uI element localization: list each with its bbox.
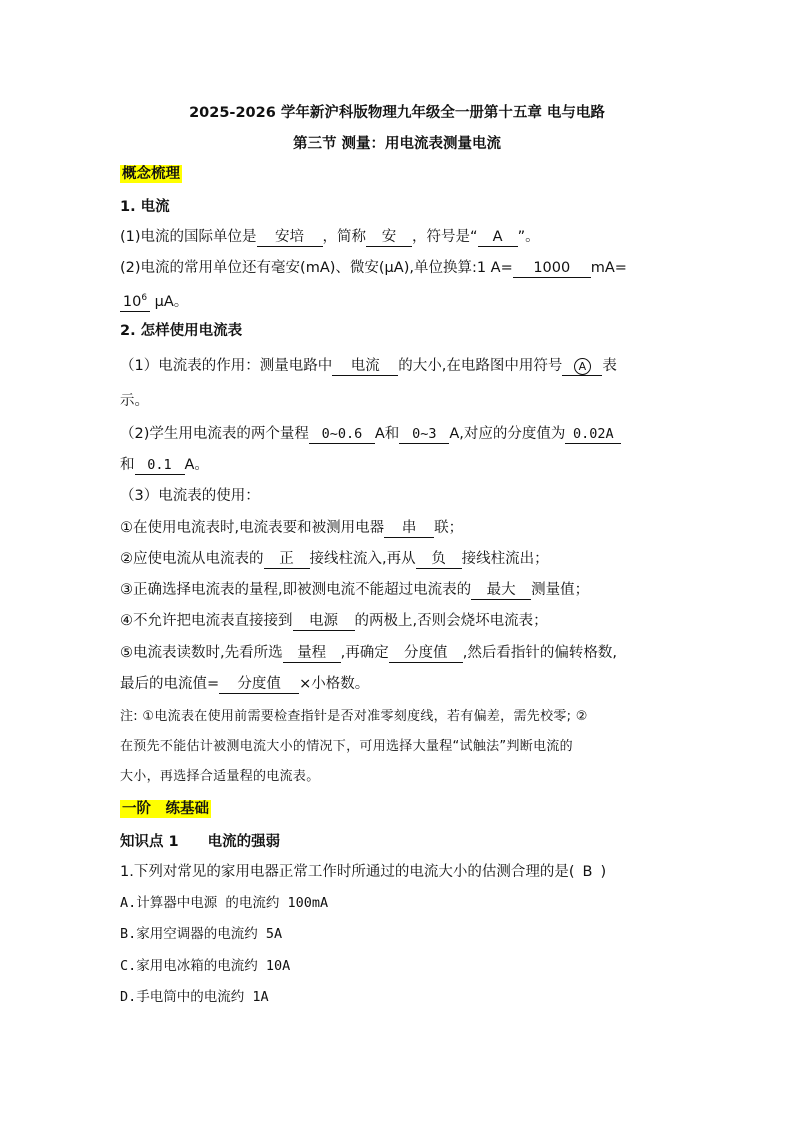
text: μA。 — [150, 293, 189, 310]
option-d: D.手电筒中的电流约 1A — [120, 989, 269, 1005]
text: ) — [600, 864, 607, 880]
blank-answer — [562, 357, 602, 376]
blank-answer: 串 — [384, 519, 434, 538]
option-c: C.家用电冰箱的电流约 10A — [120, 958, 291, 974]
blank-answer: 电源 — [293, 612, 355, 631]
s2-line-2: 示。 — [120, 393, 149, 409]
blank-answer: 最大 — [471, 581, 531, 600]
usage-rule-4 — [120, 611, 548, 631]
s2-line-3 — [120, 424, 621, 444]
text: A。 — [184, 457, 209, 473]
text: 测量值； — [531, 582, 590, 598]
text: ×小格数。 — [299, 676, 370, 692]
section-subtitle: 第三节 测量：用电流表测量电流 — [292, 136, 502, 152]
section-2-title: 2. 怎样使用电流表 — [120, 323, 243, 339]
s1-line-2 — [120, 258, 627, 278]
blank-answer: 0~3 — [399, 425, 449, 444]
text: A,对应的分度值为 — [449, 426, 566, 442]
note-line-1: 注: ①电流表在使用前需要检查指针是否对准零刻度线，若有偏差，需先校零; ② — [120, 709, 588, 724]
blank-answer: 电流 — [332, 357, 398, 376]
text: 1.下列对常见的家用电器正常工作时所通过的电流大小的估测合理的是( — [120, 864, 575, 880]
section-1-title: 1. 电流 — [120, 199, 170, 215]
text: A和 — [374, 426, 400, 442]
option-b: B.家用空调器的电流约 5A — [120, 926, 283, 942]
text: ⑤电流表读数时,先看所选 — [120, 645, 283, 661]
blank-answer: 安 — [366, 228, 412, 247]
text: 联； — [434, 520, 464, 536]
blank-answer: 0~0.6 — [309, 425, 375, 444]
text: ”。 — [517, 229, 540, 245]
s1-line-1 — [120, 227, 540, 247]
text: 10 — [122, 293, 142, 310]
exponent: 6 — [141, 293, 148, 303]
document-title: 2025-2026 学年新沪科版物理九年级全一册第十五章 电与电路 — [189, 105, 605, 121]
s2-line-4 — [120, 455, 209, 475]
s2-line-5: （3）电流表的使用： — [120, 488, 260, 504]
usage-rule-6 — [120, 674, 369, 694]
blank-answer: 分度值 — [389, 644, 463, 663]
text: ,然后看指针的偏转格数, — [462, 645, 617, 661]
text: ，符号是“ — [412, 229, 478, 245]
level-heading-line — [120, 799, 211, 819]
ammeter-symbol-icon: A — [574, 358, 591, 375]
text: 的大小,在电路图中用符号 — [398, 358, 563, 374]
text: mA= — [590, 260, 627, 276]
knowledge-point-title: 知识点 1 电流的强弱 — [120, 834, 281, 850]
usage-rule-2 — [120, 549, 549, 569]
blank-answer: 0.02A — [565, 425, 621, 444]
text: ③正确选择电流表的量程,即被测电流不能超过电流表的 — [120, 582, 472, 598]
question-1-stem — [120, 862, 606, 882]
s2-line-1 — [120, 356, 617, 376]
level-heading: 一阶 练基础 — [122, 801, 209, 817]
text: 的两极上,否则会烧坏电流表； — [354, 613, 548, 629]
usage-rule-3 — [120, 580, 589, 600]
blank-answer: A — [478, 228, 518, 247]
concept-heading-line — [120, 164, 182, 184]
text: （1）电流表的作用：测量电路中 — [120, 358, 333, 374]
question-1-answer: B — [582, 864, 593, 880]
blank-answer: 安培 — [257, 228, 323, 247]
usage-rule-1 — [120, 518, 463, 538]
text: 和 — [120, 457, 135, 473]
text: 最后的电流值= — [120, 676, 220, 692]
blank-answer: 量程 — [283, 644, 341, 663]
text: ④不允许把电流表直接接到 — [120, 613, 293, 629]
text: （2)学生用电流表的两个量程 — [120, 426, 309, 442]
text: ,再确定 — [340, 645, 389, 661]
blank-answer: 正 — [264, 550, 310, 569]
text: ，简称 — [322, 229, 367, 245]
blank-answer: 1000 — [513, 259, 591, 278]
note-line-2: 在预先不能估计被测电流大小的情况下，可用选择大量程“试触法”判断电流的 — [120, 739, 573, 754]
text: 表 — [602, 358, 617, 374]
text: ①在使用电流表时,电流表要和被测用电器 — [120, 520, 385, 536]
text: (2)电流的常用单位还有毫安(mA)、微安(μA),单位换算:1 A= — [120, 260, 513, 276]
blank-answer: 分度值 — [219, 675, 299, 694]
text: ②应使电流从电流表的 — [120, 551, 264, 567]
concept-heading: 概念梳理 — [122, 166, 180, 182]
blank-answer — [120, 289, 150, 312]
text: 接线柱流入,再从 — [309, 551, 416, 567]
note-line-3: 大小，再选择合适量程的电流表。 — [120, 769, 320, 784]
option-a: A.计算器中电源 的电流约 100mA — [120, 895, 329, 911]
text: 接线柱流出； — [461, 551, 549, 567]
text: (1)电流的国际单位是 — [120, 229, 257, 245]
usage-rule-5 — [120, 643, 617, 663]
s1-line-3 — [120, 289, 188, 312]
blank-answer: 负 — [416, 550, 462, 569]
blank-answer: 0.1 — [135, 456, 185, 475]
